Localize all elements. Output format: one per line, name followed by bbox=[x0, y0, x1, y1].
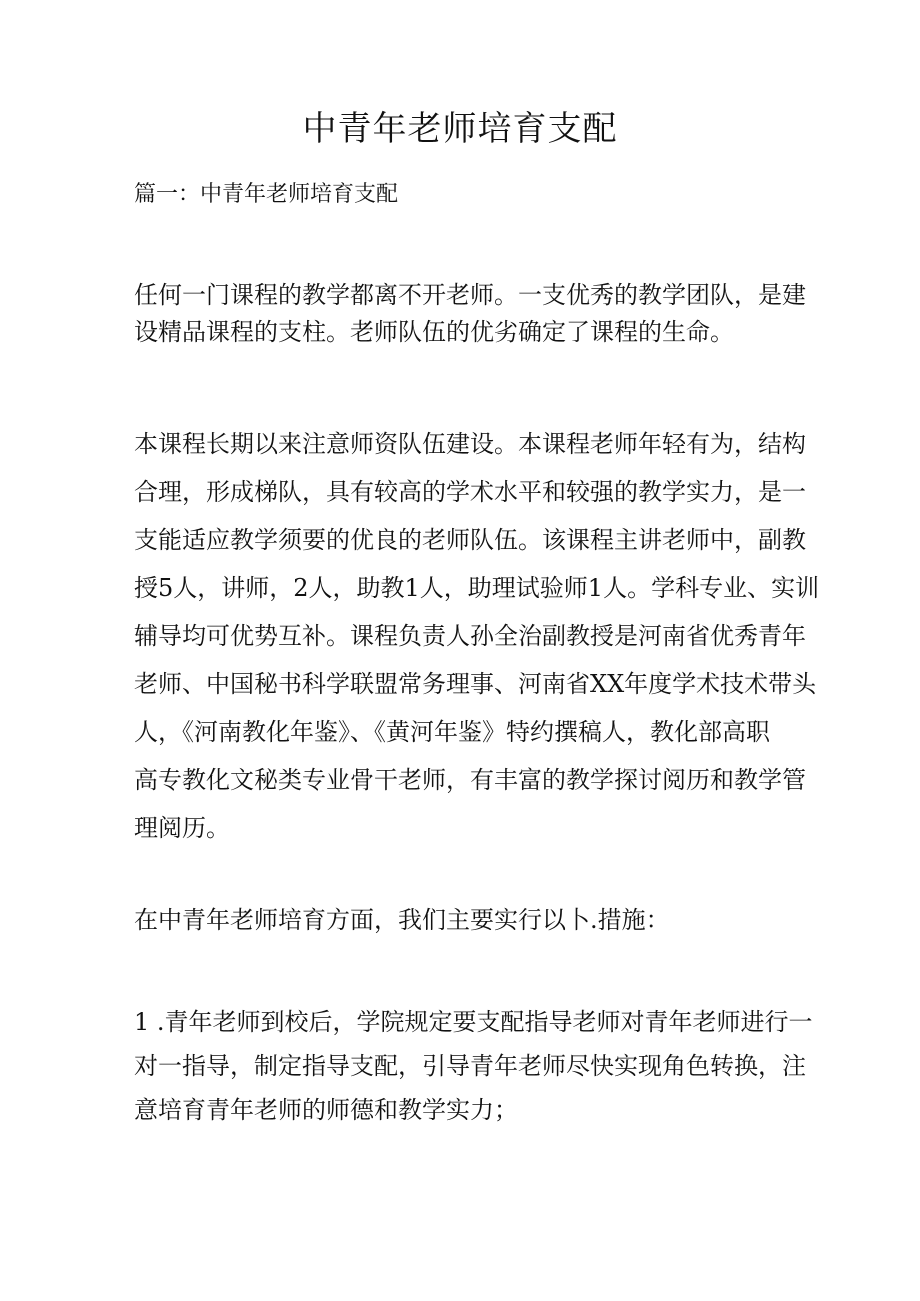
paragraph-line: 意培育青年老师的师德和教学实力； bbox=[134, 1096, 518, 1124]
paragraph-line: 在中青年老师培育方面，我们主要实行以卜.措施： bbox=[134, 906, 670, 934]
paragraph-line: 老师、中国秘书科学联盟常务理事、河南省XX年度学术技术带头 bbox=[134, 670, 817, 698]
paragraph-line: 本课程长期以来注意师资队伍建设。本课程老师年轻有为，结构 bbox=[134, 430, 806, 458]
paragraph-line: 人，《河南教化年鉴》、《黄河年鉴》特约撰稿人，教化部高职 bbox=[134, 718, 770, 746]
document-title: 中青年老师培育支配 bbox=[302, 109, 618, 149]
paragraph-line: 任何一门课程的教学都离不开老师。一支优秀的教学团队，是建 bbox=[134, 281, 806, 309]
paragraph-line: 对一指导，制定指导支配，引导青年老师尽快实现角色转换，注 bbox=[134, 1052, 806, 1080]
document-subtitle: 篇一：中青年老师培育支配 bbox=[134, 182, 399, 207]
paragraph-line: 授5人，讲师，2人，助教1人，助理试验师1人。学科专业、实训 bbox=[134, 574, 820, 602]
paragraph-2 bbox=[134, 420, 820, 852]
paragraph-line: 1 .青年老师到校后，学院规定要支配指导老师对青年老师进行一 bbox=[134, 1008, 813, 1036]
paragraph-line: 合理，形成梯队，具有较高的学术水平和较强的教学实力，是一 bbox=[134, 478, 806, 506]
paragraph-line: 设精品课程的支柱。老师队伍的优劣确定了课程的生命。 bbox=[134, 318, 734, 346]
paragraph-line: 理阅历。 bbox=[134, 814, 230, 842]
paragraph-line: 高专教化文秘类专业骨干老师，有丰富的教学探讨阅历和教学管 bbox=[134, 766, 806, 794]
paragraph-line: 支能适应教学须要的优良的老师队伍。该课程主讲老师中，副教 bbox=[134, 526, 806, 554]
paragraph-4 bbox=[134, 1000, 813, 1132]
paragraph-line: 辅导均可优势互补。课程负责人孙全治副教授是河南省优秀青年 bbox=[134, 622, 806, 650]
paragraph-3 bbox=[134, 902, 790, 939]
paragraph-1 bbox=[134, 277, 806, 351]
